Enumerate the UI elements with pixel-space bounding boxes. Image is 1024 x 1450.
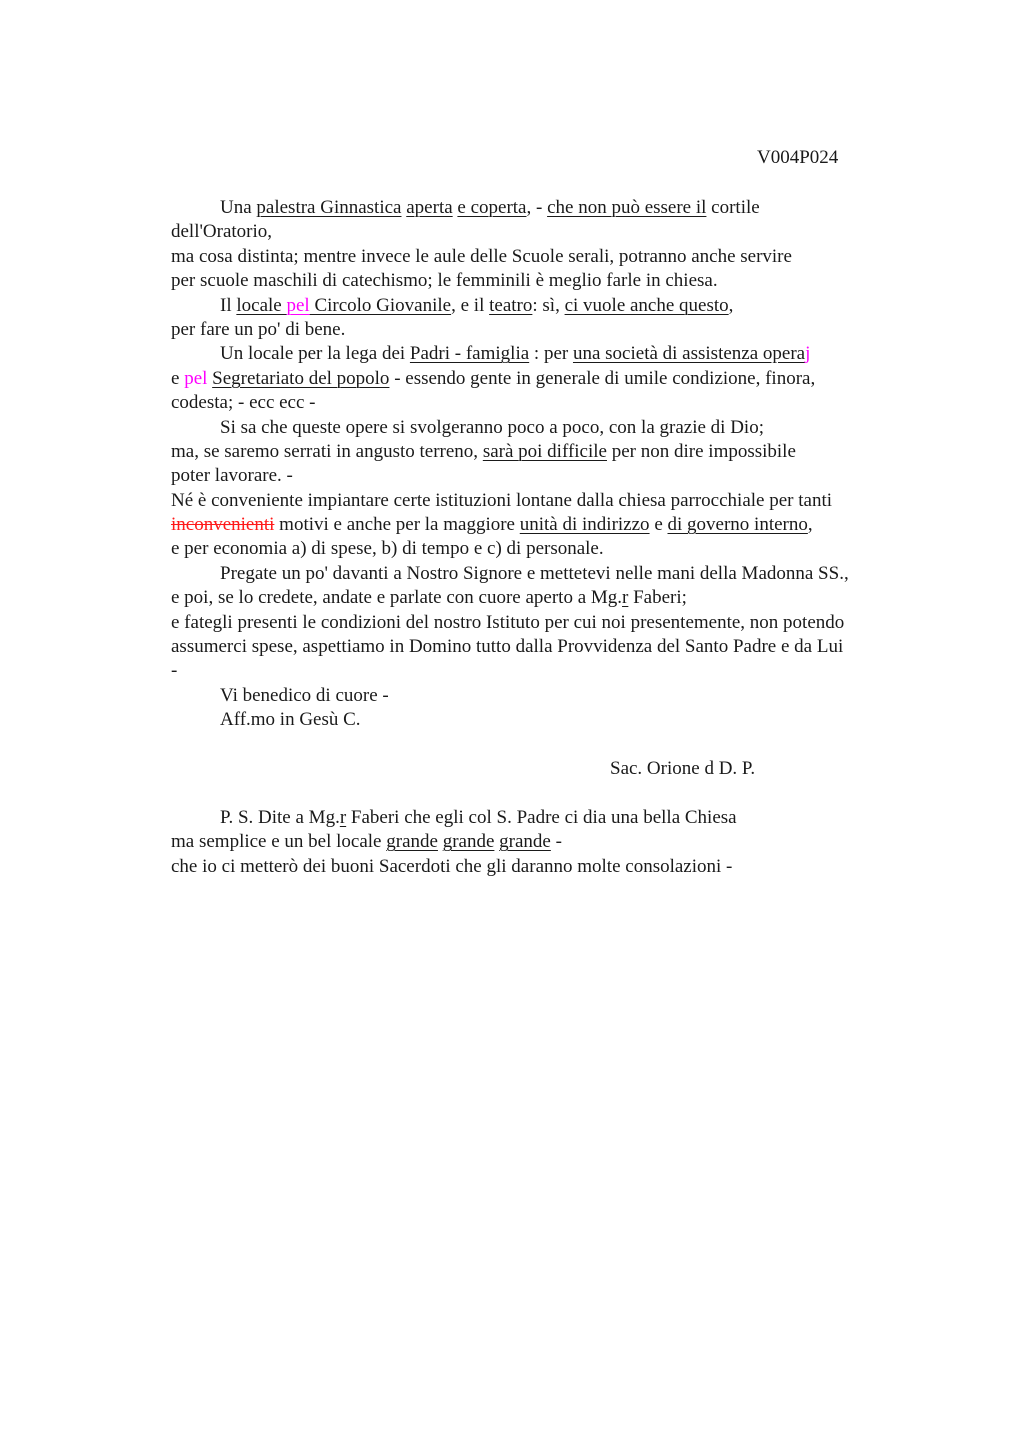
text-run: cortile (706, 197, 760, 218)
text-run: e (649, 514, 668, 536)
deleted-text: inconvenienti (171, 514, 275, 536)
underlined-text: grande (386, 831, 438, 853)
underlined-text: sarà poi difficile (482, 440, 607, 462)
text-run: motivi e anche per la maggiore (274, 514, 520, 536)
spacer (171, 781, 911, 805)
underlined-text: grande (442, 831, 495, 853)
text-line: Pregate un po' davanti a Nostro Signore e mettetevi nelle mani della Madonna SS., (220, 562, 849, 584)
text-line: per scuole maschili di catechismo; le femminili è meglio farle in chiesa. (171, 270, 718, 292)
text-run: , e il (451, 294, 490, 316)
inserted-text: pel (184, 367, 208, 389)
text-line (171, 196, 911, 220)
underlined-text: Segretariato del popolo (212, 367, 390, 389)
text-line: assumerci spese, aspettiamo in Domino tutto dalla Provvidenza del Santo Padre e da Lui (171, 636, 844, 658)
text-line (171, 294, 911, 318)
page-identifier: V004P024 (757, 147, 839, 168)
underlined-text: di governo interno (667, 514, 808, 536)
text-run: , (728, 294, 734, 316)
text-run: - essendo gente in generale di umile condizione, finora, (389, 367, 816, 389)
underlined-text: teatro (489, 294, 533, 316)
spacer (171, 733, 911, 757)
text-line: Si sa che queste opere si svolgeranno poco a poco, con la grazie di Dio; (220, 416, 764, 438)
text-run: - (550, 831, 562, 853)
underlined-text: ci vuole anche questo (564, 294, 729, 316)
text-line: e per economia a) di spese, b) di tempo e c) di personale. (171, 538, 604, 560)
text-run: e (171, 367, 185, 389)
text-line: codesta; - ecc ecc - (171, 392, 316, 414)
postscript-line (171, 830, 911, 854)
underlined-text: aperta (406, 197, 453, 218)
underlined-text: che non può essere il (547, 197, 707, 218)
postscript-line (171, 806, 911, 830)
text-line: ma cosa distinta; mentre invece le aule delle Scuole serali, potranno anche servire (171, 245, 792, 267)
text-line: per fare un po' di bene. (171, 318, 346, 340)
underlined-text: r (622, 587, 629, 609)
text-line (171, 586, 911, 610)
text-run: e poi, se lo credete, andate e parlate con cuore aperto a Mg. (171, 587, 623, 609)
letter-body (171, 196, 911, 879)
postscript-line: che io ci metterò dei buoni Sacerdoti che gli daranno molte consolazioni - (171, 855, 733, 877)
text-run: per non dire impossibile (606, 440, 796, 462)
closing-line: Vi benedico di cuore - (220, 684, 389, 706)
text-run: Il (220, 294, 237, 316)
text-run: : per (529, 343, 573, 365)
text-line (171, 513, 911, 537)
text-run: Una (220, 197, 257, 218)
underlined-text: grande (499, 831, 551, 853)
text-run: : sì, (532, 294, 565, 316)
text-run: ma, se saremo serrati in angusto terreno, (171, 440, 483, 462)
underlined-text: Padri - famiglia (409, 343, 530, 365)
text-line: e fategli presenti le condizioni del nostro Istituto per cui noi presentemente, non potendo (171, 611, 845, 633)
text-line: Né è conveniente impiantare certe istituzioni lontane dalla chiesa parrocchiale per tanti (171, 489, 833, 511)
underlined-text: e coperta (457, 197, 527, 218)
inserted-text: pel (286, 294, 310, 316)
text-run: Un locale per la lega dei (220, 343, 410, 365)
text-line: poter lavorare. - (171, 465, 293, 487)
text-line: - (171, 660, 178, 682)
inserted-text: j (805, 343, 811, 365)
underlined-text: una società di assistenza opera (572, 343, 806, 365)
text-line (171, 440, 911, 464)
signature: Sac. Orione d D. P. (610, 757, 756, 779)
text-line: dell'Oratorio, (171, 221, 273, 243)
text-run: Faberi che egli col S. Padre ci dia una bella Chiesa (346, 806, 737, 828)
text-run: P. S. Dite a Mg. (220, 806, 340, 828)
underlined-text: r (339, 806, 347, 828)
text-run: , - (526, 197, 548, 218)
text-run: Faberi; (628, 587, 687, 609)
underlined-text: Circolo Giovanile (309, 294, 452, 316)
text-line (171, 367, 911, 391)
underlined-text: locale (236, 294, 287, 316)
text-run: , (807, 514, 813, 536)
underlined-text: unità di indirizzo (519, 514, 650, 536)
text-line (171, 342, 911, 366)
text-run: ma semplice e un bel locale (171, 831, 387, 853)
closing-line: Aff.mo in Gesù C. (220, 709, 361, 731)
underlined-text: palestra Ginnastica (256, 197, 402, 218)
